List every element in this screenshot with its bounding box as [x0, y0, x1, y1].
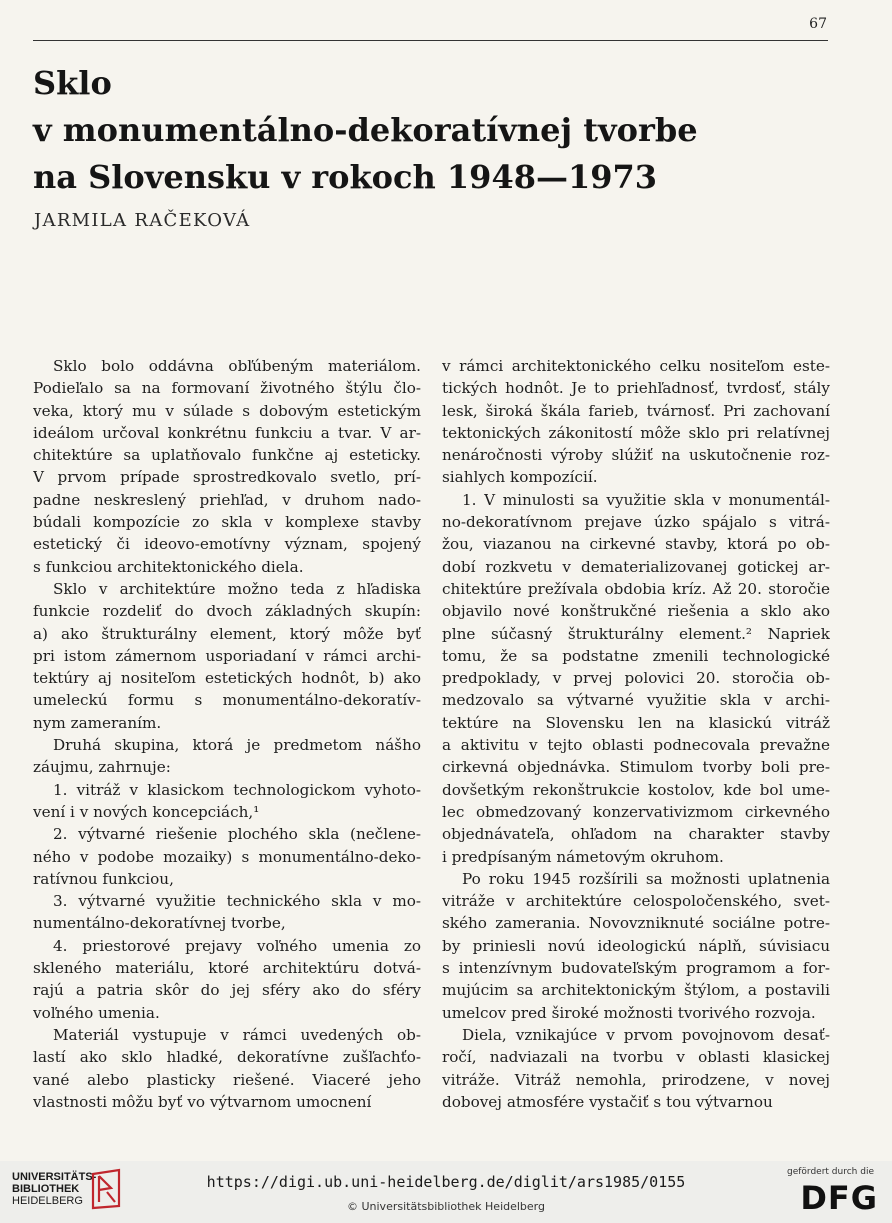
text-line: a) ako štrukturálny element, ktorý môže byť	[33, 624, 421, 643]
text-line: vané alebo plasticky riešené. Viaceré jeho	[33, 1070, 421, 1089]
text-line: Podieľalo sa na formovaní životného štýlu člo-	[33, 379, 421, 398]
text-line: tických hodnôt. Je to priehľadnosť, tvrdosť, stály	[442, 379, 830, 398]
text-line: vitráže v architektúre celospoločenského, svet-	[442, 892, 830, 911]
text-line: v rámci architektonického celku nositeľom este-	[442, 357, 830, 375]
text-line: padne neskreslený priehľad, v druhom nado-	[33, 490, 421, 509]
text-line: s funkciou architektonického diela.	[33, 557, 304, 576]
text-line: lec obmedzovaný konzervativizmom cirkevného	[442, 802, 830, 821]
library-logo-line: UNIVERSITÄTS-	[12, 1171, 97, 1183]
funding-note: gefördert durch die	[787, 1167, 874, 1177]
text-line: rajú a patria skôr do jej sféry ako do sféry	[33, 981, 421, 1000]
text-line: numentálno-dekoratívnej tvorbe,	[33, 914, 286, 933]
text-line: ratívnou funkciou,	[33, 869, 174, 888]
text-line: cirkevná objednávka. Stimulom tvorby boli pre-	[442, 758, 830, 777]
text-line: Materiál vystupuje v rámci uvedených ob-	[53, 1025, 421, 1044]
text-line: ného v podobe mozaiky) s monumentálno-deko-	[33, 847, 421, 866]
text-line: tektúry aj nositeľom estetických hodnôt, b) ako	[33, 669, 421, 688]
text-line: medzovalo sa výtvarné využitie skla v archi-	[442, 691, 830, 710]
text-line: záujmu, zahrnuje:	[33, 758, 171, 777]
library-logo-line: HEIDELBERG	[12, 1195, 83, 1207]
text-line: Diela, vznikajúce v prvom povojnovom desať-	[462, 1025, 830, 1044]
text-line: a aktivitu v tejto oblasti podnecovala prevažne	[442, 736, 830, 755]
text-line: 3. výtvarné využitie technického skla v mo-	[53, 892, 421, 911]
page-number: 67	[809, 16, 827, 32]
text-line: objednávateľa, ohľadom na charakter stavby	[442, 825, 830, 844]
copyright-notice: © Universitätsbibliothek Heidelberg	[346, 1200, 545, 1213]
text-line: lesk, široká škála farieb, tvárnosť. Pri zachovaní	[442, 401, 830, 420]
text-line: ského zamerania. Novovzniknuté sociálne potre-	[442, 914, 830, 933]
text-line: umelcov pred široké možnosti tvorivého rozvoja.	[442, 1003, 816, 1022]
text-line: 1. V minulosti sa využitie skla v monumentál-	[462, 490, 830, 509]
title-line: na Slovensku v rokoch 1948—1973	[33, 158, 658, 196]
text-line: veka, ktorý mu v súlade s dobovým estetickým	[33, 401, 421, 420]
text-line: Sklo bolo oddávna obľúbeným materiálom.	[53, 357, 421, 375]
dfg-logo[interactable]: DFG	[800, 1179, 878, 1217]
text-line: nenáročnosti výroby slúžiť na uskutočnenie roz-	[442, 446, 830, 465]
text-line: dobí rozkvetu v dematerializovanej gotickej ar-	[442, 557, 830, 576]
library-logo-line: BIBLIOTHEK	[12, 1183, 80, 1195]
text-line: tektonických zákonitostí môže sklo pri relatívnej	[442, 423, 830, 442]
text-line: funkcie rozdeliť do dvoch základných skupín:	[33, 602, 421, 621]
text-line: vení i v nových koncepciách,¹	[33, 802, 260, 821]
text-line: Druhá skupina, ktorá je predmetom nášho	[53, 736, 421, 755]
text-line: tektúre na Slovensku len na klasickú vitráž	[442, 713, 830, 732]
text-line: vitráže. Vitráž nemohla, prirodzene, v novej	[442, 1070, 830, 1089]
text-line: objavilo nové konštrukčné riešenia a sklo ako	[442, 602, 830, 621]
text-line: voľného umenia.	[33, 1003, 160, 1022]
text-line: dobovej atmosfére vystačiť s tou výtvarnou	[442, 1092, 773, 1111]
text-line: pri istom zámernom usporiadaní v rámci archi-	[33, 646, 421, 665]
text-line: lastí ako sklo hladké, dekoratívne zušľachťo-	[33, 1048, 421, 1067]
left-column	[33, 355, 421, 1113]
text-line: dovšetkým rekonštrukcie kostolov, kde bol ume-	[442, 780, 830, 799]
text-line: Sklo v architektúre možno teda z hľadiska	[53, 579, 421, 598]
text-line: nym zameraním.	[33, 713, 162, 732]
text-line: mujúcim sa architektonickým štýlom, a postavili	[442, 981, 830, 1000]
text-line: Po roku 1945 rozšírili sa možnosti uplatnenia	[462, 869, 830, 888]
right-column	[442, 355, 830, 1113]
text-line: predpoklady, v prvej polovici 20. storočia ob-	[442, 669, 830, 688]
text-line: by priniesli novú ideologickú náplň, súvisiacu	[442, 936, 830, 955]
text-line: 1. vitráž v klasickom technologickom vyhoto-	[53, 780, 421, 799]
text-line: 4. priestorové prejavy voľného umenia zo	[53, 936, 421, 955]
text-line: plne súčasný štrukturálny element.² Napriek	[442, 624, 830, 643]
title-line: v monumentálno-dekoratívnej tvorbe	[33, 111, 698, 149]
footer-bar	[0, 1161, 892, 1223]
text-line: i predpísaným námetovým okruhom.	[442, 847, 724, 866]
text-line: vlastnosti môžu byť vo výtvarnom umocnení	[33, 1092, 372, 1111]
text-line: chitektúre prežívala obdobia kríz. Až 20. storočie	[442, 579, 830, 598]
digital-object-url[interactable]: https://digi.ub.uni-heidelberg.de/diglit/ars1985/0155	[206, 1173, 686, 1191]
text-line: žou, viazanou na cirkevné stavby, ktorá po ob-	[442, 535, 830, 554]
text-line: s intenzívnym budovateľským programom a for-	[442, 959, 830, 978]
title-block	[33, 60, 828, 201]
text-line: tomu, že sa podstatne zmenili technologické	[442, 646, 830, 665]
text-line: 2. výtvarné riešenie plochého skla (nečlene-	[53, 825, 421, 844]
text-line: umeleckú formu s monumentálno-dekoratív-	[33, 691, 421, 710]
text-line: V prvom prípade sprostredkovalo svetlo, prí-	[33, 468, 421, 487]
author: JARMILA RAČEKOVÁ	[34, 210, 251, 231]
text-line: chitektúre sa uplatňovalo funkčne aj esteticky.	[33, 446, 421, 465]
text-line: ročí, nadviazali na tvorbu v oblasti klasickej	[442, 1048, 830, 1067]
top-rule	[33, 40, 828, 41]
text-line: estetický či ideovo-emotívny význam, spojený	[33, 535, 421, 554]
text-line: siahlych kompozícií.	[442, 468, 598, 487]
text-line: skleného materiálu, ktoré architektúru dotvá-	[33, 959, 421, 978]
text-line: no-dekoratívnom prejave úzko spájalo s vitrá-	[442, 513, 830, 532]
text-line: ideálom určoval konkrétnu funkciu a tvar. V ar-	[33, 423, 421, 442]
text-line: búdali kompozície zo skla v komplexe stavby	[33, 513, 421, 532]
title-line: Sklo	[33, 64, 112, 102]
